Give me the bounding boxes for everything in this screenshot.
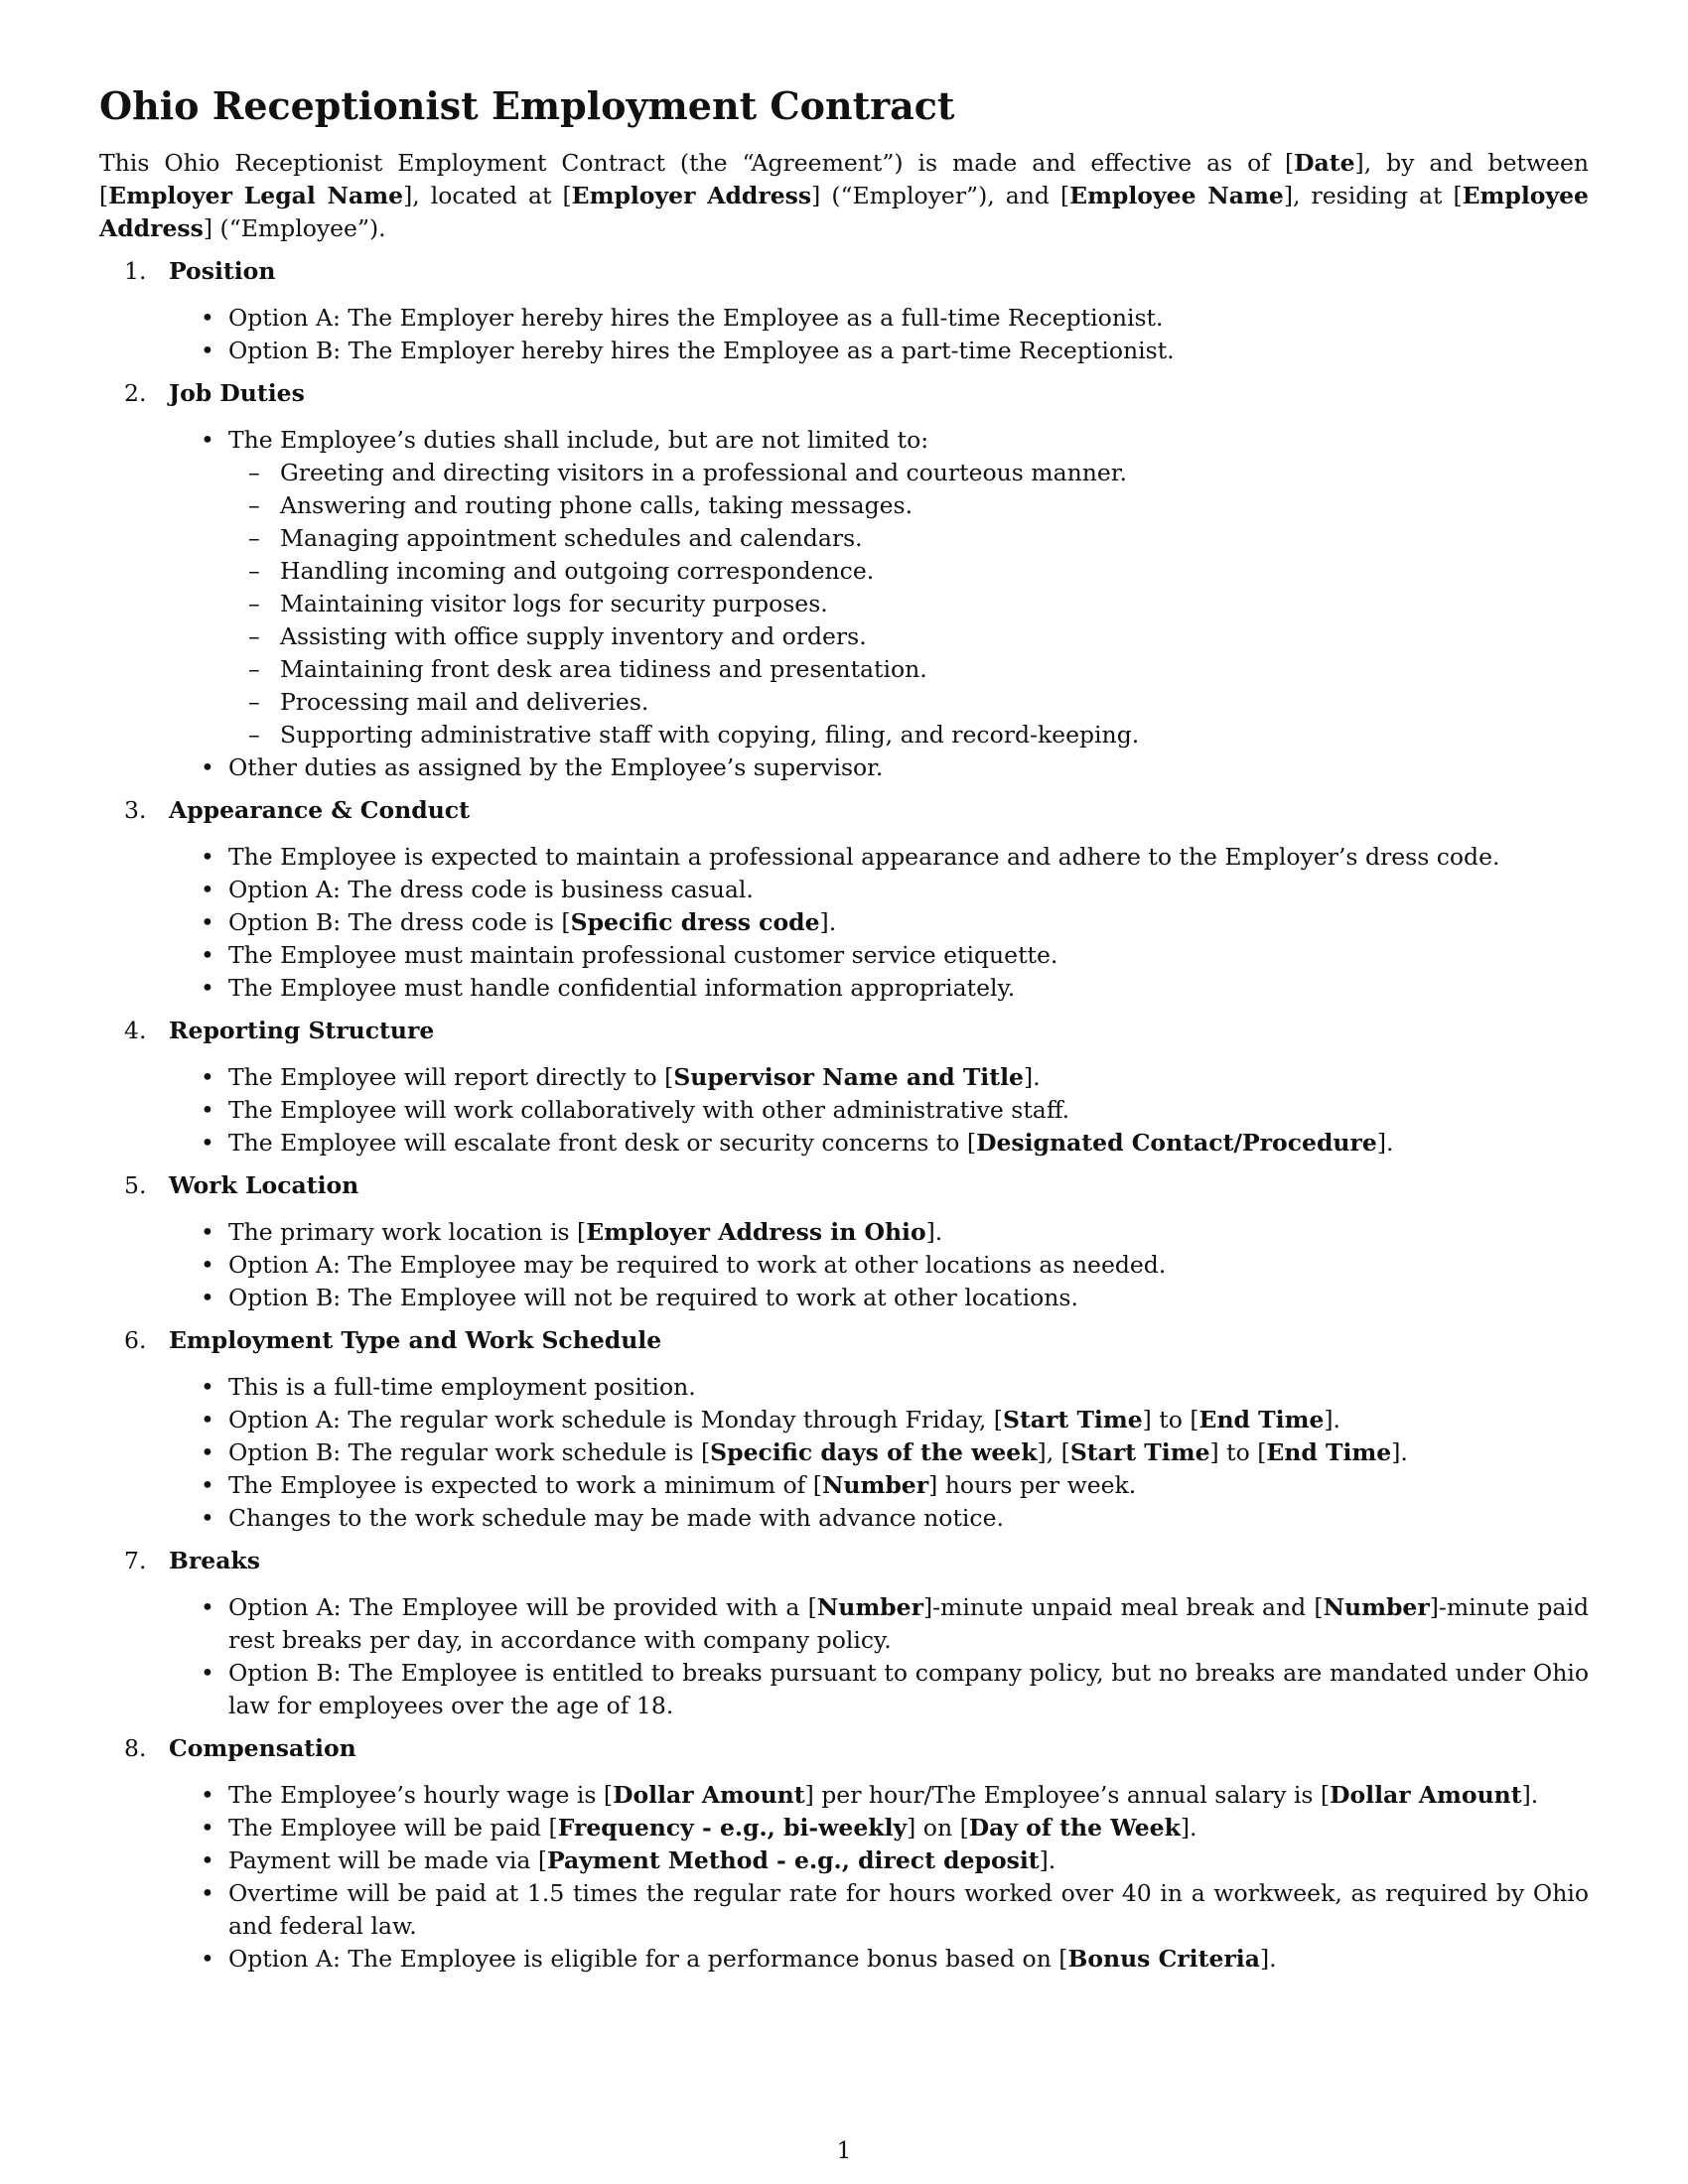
- bullet-icon: •: [201, 1781, 214, 1809]
- bullet-item: [99, 335, 1589, 367]
- sub-item-text: Maintaining visitor logs for security purposes.: [280, 590, 828, 617]
- text-run: Option A: The dress code is business casual.: [228, 876, 754, 903]
- bullet-list: [99, 1779, 1589, 1976]
- text-run: ], [: [1037, 1438, 1070, 1466]
- text-run: ].: [925, 1218, 943, 1246]
- section-heading: [99, 1169, 1589, 1202]
- bullet-icon: •: [201, 753, 214, 781]
- placeholder-field: Employer Address in Ohio: [586, 1218, 926, 1246]
- sub-item: [228, 522, 1589, 555]
- bullet-item: [99, 424, 1589, 751]
- bullet-item: [99, 1657, 1589, 1722]
- placeholder-field: Number: [816, 1593, 923, 1621]
- bullet-icon: •: [201, 1438, 214, 1466]
- placeholder-field: Date: [1294, 149, 1355, 177]
- bullet-list: [99, 1061, 1589, 1160]
- section-title: Work Location: [169, 1171, 359, 1199]
- text-run: Option A: The regular work schedule is Monday through Friday, [: [228, 1406, 1003, 1433]
- dash-icon: –: [248, 557, 260, 585]
- section-number: 1.: [124, 257, 147, 285]
- bullet-item: [99, 906, 1589, 939]
- text-run: ], by and between [: [99, 149, 1590, 209]
- bullet-list: [99, 1371, 1589, 1535]
- text-run: Payment will be made via [: [228, 1846, 547, 1874]
- text-run: ] to [: [1209, 1438, 1267, 1466]
- text-run: The Employee’s hourly wage is [: [228, 1781, 614, 1809]
- sub-item: [228, 719, 1589, 751]
- bullet-icon: •: [201, 1129, 214, 1157]
- text-run: ].: [819, 908, 837, 936]
- text-run: Option A: The Employee may be required to work at other locations as needed.: [228, 1251, 1167, 1279]
- placeholder-field: Payment Method - e.g., direct deposit: [547, 1846, 1040, 1874]
- section: [99, 794, 1589, 1005]
- text-run: ] (“Employer”), and [: [811, 182, 1070, 209]
- placeholder-field: Dollar Amount: [613, 1781, 805, 1809]
- bullet-item: [99, 1127, 1589, 1160]
- bullet-item: [99, 1943, 1589, 1976]
- text-run: ]-minute paid rest breaks per day, in accordance with company policy.: [228, 1593, 1589, 1654]
- text-run: ].: [1391, 1438, 1408, 1466]
- bullet-item: [99, 1282, 1589, 1314]
- text-run: The Employee will report directly to [: [228, 1063, 674, 1091]
- bullet-item: [99, 1812, 1589, 1844]
- dash-icon: –: [248, 524, 260, 552]
- section-heading: [99, 255, 1589, 288]
- text-run: ] per hour/The Employee’s annual salary is [: [804, 1781, 1331, 1809]
- text-run: Option A: The Employer hereby hires the Employee as a full-time Receptionist.: [228, 304, 1164, 332]
- section-title: Compensation: [169, 1734, 356, 1762]
- sub-item-text: Assisting with office supply inventory and orders.: [280, 622, 867, 650]
- bullet-icon: •: [201, 1284, 214, 1311]
- bullet-icon: •: [201, 1846, 214, 1874]
- bullet-icon: •: [201, 1814, 214, 1842]
- section-heading: [99, 1324, 1589, 1357]
- sub-item-text: Processing mail and deliveries.: [280, 688, 649, 716]
- bullet-icon: •: [201, 1504, 214, 1532]
- bullet-item: [99, 1061, 1589, 1094]
- text-run: The Employee is expected to work a minimum of [: [228, 1471, 822, 1499]
- placeholder-field: Start Time: [1002, 1406, 1143, 1433]
- section-heading: [99, 1545, 1589, 1577]
- section: [99, 1015, 1589, 1160]
- text-run: This is a full-time employment position.: [228, 1373, 696, 1401]
- placeholder-field: Frequency - e.g., bi-weekly: [557, 1814, 908, 1842]
- bullet-icon: •: [201, 941, 214, 969]
- bullet-icon: •: [201, 1251, 214, 1279]
- text-run: Option B: The Employee will not be required to work at other locations.: [228, 1284, 1078, 1311]
- section: [99, 1324, 1589, 1535]
- sub-item: [228, 457, 1589, 489]
- text-run: ].: [1259, 1945, 1277, 1973]
- placeholder-field: End Time: [1198, 1406, 1325, 1433]
- section: [99, 377, 1589, 784]
- text-run: Option A: The Employee is eligible for a performance bonus based on [: [228, 1945, 1068, 1973]
- bullet-icon: •: [201, 1471, 214, 1499]
- text-run: ], residing at [: [1283, 182, 1463, 209]
- section-number: 7.: [124, 1547, 147, 1574]
- section-heading: [99, 1015, 1589, 1047]
- dash-icon: –: [248, 688, 260, 716]
- section-number: 6.: [124, 1326, 147, 1354]
- placeholder-field: Specific days of the week: [710, 1438, 1038, 1466]
- text-run: ]-minute unpaid meal break and [: [922, 1593, 1324, 1621]
- document-title: Ohio Receptionist Employment Contract: [99, 83, 955, 128]
- sub-item: [228, 588, 1589, 620]
- placeholder-field: Bonus Criteria: [1067, 1945, 1260, 1973]
- sub-item: [228, 653, 1589, 686]
- bullet-item: [99, 751, 1589, 784]
- sub-item-text: Answering and routing phone calls, taking messages.: [280, 491, 914, 519]
- text-run: ].: [1521, 1781, 1539, 1809]
- bullet-icon: •: [201, 304, 214, 332]
- bullet-item: [99, 939, 1589, 972]
- bullet-item: [99, 1094, 1589, 1127]
- bullet-icon: •: [201, 1063, 214, 1091]
- section: [99, 1545, 1589, 1722]
- text-run: Option B: The Employee is entitled to breaks pursuant to company policy, but no breaks are mandated under Ohio law for employees over the age of 18.: [228, 1659, 1589, 1719]
- text-run: This Ohio Receptionist Employment Contract (the “Agreement”) is made and effective as of [: [99, 149, 1295, 177]
- bullet-icon: •: [201, 876, 214, 903]
- bullet-item: [99, 841, 1589, 874]
- placeholder-field: Start Time: [1069, 1438, 1210, 1466]
- text-run: The Employee must handle confidential information appropriately.: [228, 974, 1016, 1002]
- section: [99, 1169, 1589, 1314]
- section-title: Breaks: [169, 1547, 260, 1574]
- text-run: Option A: The Employee will be provided with a [: [228, 1593, 817, 1621]
- page-number: 1: [836, 2136, 852, 2164]
- text-run: The Employee must maintain professional customer service etiquette.: [228, 941, 1058, 969]
- document-page: [99, 83, 1589, 1985]
- text-run: Overtime will be paid at 1.5 times the regular rate for hours worked over 40 in a workweek, as required by Ohio and federal law.: [228, 1879, 1589, 1940]
- bullet-item: [99, 1216, 1589, 1249]
- section-title: Employment Type and Work Schedule: [169, 1326, 662, 1354]
- section-number: 3.: [124, 796, 147, 824]
- text-run: Other duties as assigned by the Employee’s supervisor.: [228, 753, 884, 781]
- text-run: The Employee’s duties shall include, but are not limited to:: [228, 426, 929, 454]
- placeholder-field: Employer Address: [571, 182, 812, 209]
- bullet-item: [99, 874, 1589, 906]
- section-heading: [99, 377, 1589, 410]
- section: [99, 255, 1589, 367]
- text-run: ] hours per week.: [928, 1471, 1137, 1499]
- bullet-icon: •: [201, 908, 214, 936]
- text-run: The Employee will escalate front desk or security concerns to [: [228, 1129, 977, 1157]
- placeholder-field: Day of the Week: [968, 1814, 1181, 1842]
- bullet-icon: •: [201, 1406, 214, 1433]
- section-heading: [99, 794, 1589, 827]
- bullet-item: [99, 1371, 1589, 1404]
- placeholder-field: End Time: [1266, 1438, 1392, 1466]
- placeholder-field: Employer Legal Name: [108, 182, 404, 209]
- bullet-item: [99, 1436, 1589, 1469]
- dash-icon: –: [248, 721, 260, 749]
- text-run: ].: [1376, 1129, 1394, 1157]
- bullet-list: [99, 1591, 1589, 1722]
- section-number: 4.: [124, 1017, 147, 1044]
- text-run: Option B: The Employer hereby hires the Employee as a part-time Receptionist.: [228, 337, 1175, 364]
- text-run: ] to [: [1142, 1406, 1199, 1433]
- bullet-item: [99, 1779, 1589, 1812]
- bullet-icon: •: [201, 1096, 214, 1124]
- text-run: The Employee will be paid [: [228, 1814, 558, 1842]
- text-run: ].: [1180, 1814, 1197, 1842]
- sub-item-text: Greeting and directing visitors in a professional and courteous manner.: [280, 459, 1127, 486]
- bullet-list: [99, 424, 1589, 784]
- text-run: ].: [1324, 1406, 1341, 1433]
- text-run: The Employee is expected to maintain a professional appearance and adhere to the Employer’s dress code.: [228, 843, 1500, 871]
- bullet-item: [99, 1502, 1589, 1535]
- placeholder-field: Number: [1323, 1593, 1430, 1621]
- bullet-item: [99, 1249, 1589, 1282]
- section-number: 5.: [124, 1171, 147, 1199]
- section-number: 8.: [124, 1734, 147, 1762]
- text-run: The primary work location is [: [228, 1218, 587, 1246]
- bullet-icon: •: [201, 1879, 214, 1907]
- placeholder-field: Designated Contact/Procedure: [976, 1129, 1377, 1157]
- dash-icon: –: [248, 590, 260, 617]
- section-title: Job Duties: [169, 379, 305, 407]
- sub-item: [228, 686, 1589, 719]
- placeholder-field: Number: [821, 1471, 929, 1499]
- bullet-item: [99, 302, 1589, 335]
- section-heading: [99, 1732, 1589, 1765]
- text-run: ] on [: [907, 1814, 969, 1842]
- placeholder-field: Supervisor Name and Title: [673, 1063, 1024, 1091]
- text-run: ].: [1039, 1846, 1056, 1874]
- text-run: Option B: The dress code is [: [228, 908, 571, 936]
- sub-item-text: Managing appointment schedules and calendars.: [280, 524, 863, 552]
- dash-icon: –: [248, 459, 260, 486]
- section: [99, 1732, 1589, 1976]
- bullet-list: [99, 1216, 1589, 1314]
- section-list: [99, 255, 1589, 1976]
- bullet-list: [99, 841, 1589, 1005]
- placeholder-field: Dollar Amount: [1330, 1781, 1522, 1809]
- placeholder-field: Employee Address: [99, 182, 1590, 242]
- text-run: ].: [1023, 1063, 1041, 1091]
- bullet-list: [99, 302, 1589, 367]
- intro-paragraph: [99, 147, 1589, 245]
- placeholder-field: Employee Name: [1069, 182, 1284, 209]
- section-title: Reporting Structure: [169, 1017, 435, 1044]
- bullet-icon: •: [201, 337, 214, 364]
- text-run: ] (“Employee”).: [203, 214, 386, 242]
- bullet-item: [99, 972, 1589, 1005]
- sub-list: [228, 457, 1589, 751]
- bullet-icon: •: [201, 1945, 214, 1973]
- bullet-icon: •: [201, 843, 214, 871]
- placeholder-field: Specific dress code: [570, 908, 820, 936]
- bullet-item: [99, 1404, 1589, 1436]
- bullet-icon: •: [201, 426, 214, 454]
- bullet-item: [99, 1469, 1589, 1502]
- sub-item-text: Supporting administrative staff with copying, filing, and record-keeping.: [280, 721, 1140, 749]
- bullet-item: [99, 1844, 1589, 1877]
- bullet-icon: •: [201, 1659, 214, 1687]
- sub-item-text: Maintaining front desk area tidiness and presentation.: [280, 655, 927, 683]
- bullet-icon: •: [201, 1593, 214, 1621]
- dash-icon: –: [248, 655, 260, 683]
- bullet-icon: •: [201, 974, 214, 1002]
- section-title: Position: [169, 257, 276, 285]
- bullet-icon: •: [201, 1373, 214, 1401]
- bullet-item: [99, 1591, 1589, 1657]
- sub-item-text: Handling incoming and outgoing correspondence.: [280, 557, 875, 585]
- text-run: Changes to the work schedule may be made with advance notice.: [228, 1504, 1004, 1532]
- text-run: The Employee will work collaboratively with other administrative staff.: [228, 1096, 1070, 1124]
- sub-item: [228, 489, 1589, 522]
- text-run: Option B: The regular work schedule is [: [228, 1438, 711, 1466]
- dash-icon: –: [248, 622, 260, 650]
- bullet-item: [99, 1877, 1589, 1943]
- section-number: 2.: [124, 379, 147, 407]
- sub-item: [228, 555, 1589, 588]
- section-title: Appearance & Conduct: [169, 796, 470, 824]
- bullet-icon: •: [201, 1218, 214, 1246]
- dash-icon: –: [248, 491, 260, 519]
- sub-item: [228, 620, 1589, 653]
- text-run: ], located at [: [403, 182, 572, 209]
